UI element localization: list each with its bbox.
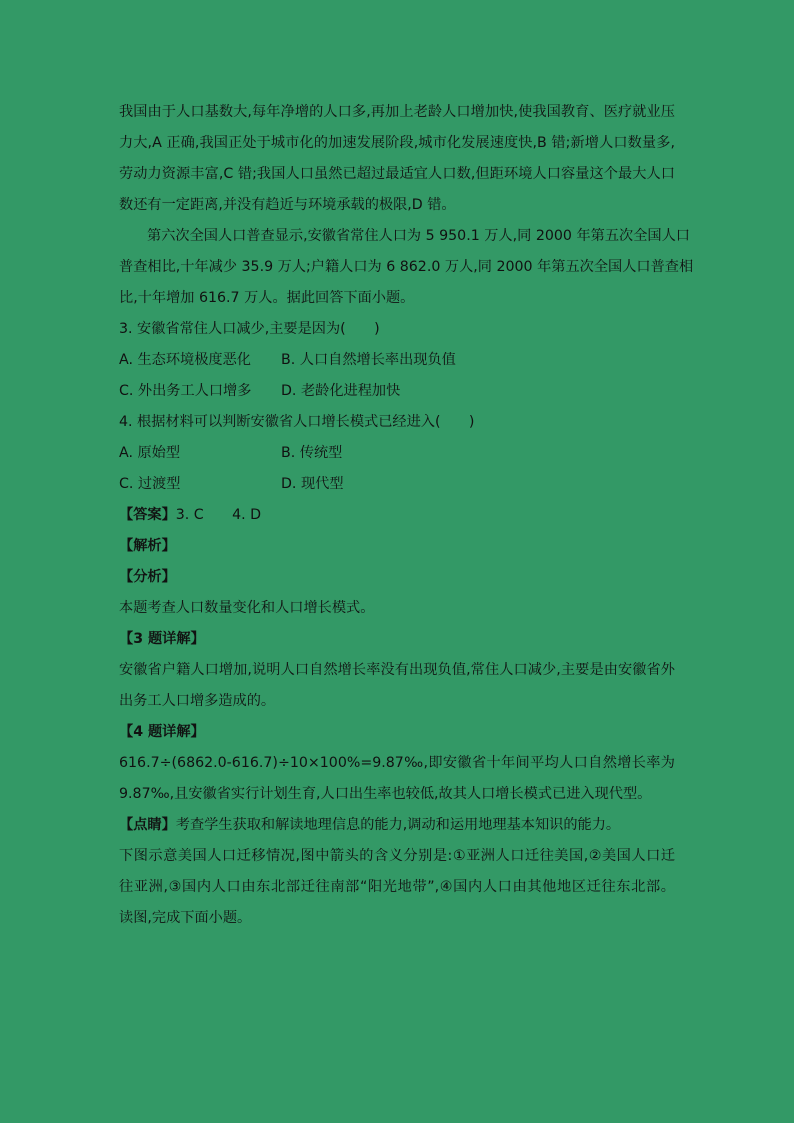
option-a: A. 生态环境极度恶化 <box>119 352 251 368</box>
question-4 <box>119 407 675 500</box>
detail-3-label: 【3 题详解】 <box>119 631 205 647</box>
text-line: 往亚洲,③国内人口由东北部迁往南部“阳光地带”,④国内人口由其他地区迁往东北部。 <box>119 879 675 895</box>
detail-4-label: 【4 题详解】 <box>119 724 205 740</box>
material-paragraph <box>119 221 694 314</box>
option-row <box>119 469 675 500</box>
option-d: D. 现代型 <box>281 476 344 492</box>
text-line: 下图示意美国人口迁移情况,图中箭头的含义分别是:①亚洲人口迁往美国,②美国人口迁 <box>119 848 675 864</box>
text-line: 9.87‰,且安徽省实行计划生育,人口出生率也较低,故其人口增长模式已进入现代型。 <box>119 786 652 802</box>
text-line: 读图,完成下面小题。 <box>119 910 252 926</box>
question-3 <box>119 314 675 407</box>
analysis-label: 【解析】 <box>119 538 176 554</box>
dianjing-line <box>119 810 675 841</box>
dianjing-text: 考查学生获取和解读地理信息的能力,调动和运用地理基本知识的能力。 <box>175 817 621 833</box>
text-line: 我国由于人口基数大,每年净增的人口多,再加上老龄人口增加快,使我国教育、医疗就业压 <box>119 104 675 120</box>
question-stem: 3. 安徽省常住人口减少,主要是因为( ) <box>119 321 380 337</box>
answer-line <box>119 500 675 531</box>
next-intro-paragraph <box>119 841 675 934</box>
text-line: 安徽省户籍人口增加,说明人口自然增长率没有出现负值,常住人口减少,主要是由安徽省外 <box>119 662 675 678</box>
document-page <box>119 97 694 934</box>
answer-value: 3. C 4. D <box>175 507 262 523</box>
text-line: 第六次全国人口普查显示,安徽省常住人口为 5 950.1 万人,同 2000 年第五次全国人口 <box>147 228 690 244</box>
text-line: 616.7÷(6862.0-616.7)÷10×100%=9.87‰,即安徽省十年间平均人口自然增长率为 <box>119 755 675 771</box>
option-row <box>119 345 675 376</box>
option-b: B. 传统型 <box>281 445 343 461</box>
text-line: 劳动力资源丰富,C 错;我国人口虽然已超过最适宜人口数,但距环境人口容量这个最大人口 <box>119 166 675 182</box>
option-a: A. 原始型 <box>119 445 181 461</box>
fenxi-label: 【分析】 <box>119 569 176 585</box>
text-line: 普查相比,十年减少 35.9 万人;户籍人口为 6 862.0 万人,同 2000 年第五次全国人口普查相 <box>119 259 694 275</box>
dianjing-label: 【点睛】 <box>119 817 176 833</box>
answer-label: 【答案】 <box>119 507 176 523</box>
text-line: 力大,A 正确,我国正处于城市化的加速发展阶段,城市化发展速度快,B 错;新增人口数量多, <box>119 135 675 151</box>
option-c: C. 外出务工人口增多 <box>119 383 252 399</box>
question-stem: 4. 根据材料可以判断安徽省人口增长模式已经进入( ) <box>119 414 475 430</box>
option-row <box>119 376 675 407</box>
option-b: B. 人口自然增长率出现负值 <box>281 352 456 368</box>
option-d: D. 老龄化进程加快 <box>281 383 401 399</box>
option-c: C. 过渡型 <box>119 476 181 492</box>
fenxi-text: 本题考查人口数量变化和人口增长模式。 <box>119 600 375 616</box>
intro-paragraph <box>119 97 675 221</box>
option-row <box>119 438 675 469</box>
text-line: 比,十年增加 616.7 万人。据此回答下面小题。 <box>119 290 415 306</box>
text-line: 数还有一定距离,并没有趋近与环境承载的极限,D 错。 <box>119 197 456 213</box>
text-line: 出务工人口增多造成的。 <box>119 693 276 709</box>
